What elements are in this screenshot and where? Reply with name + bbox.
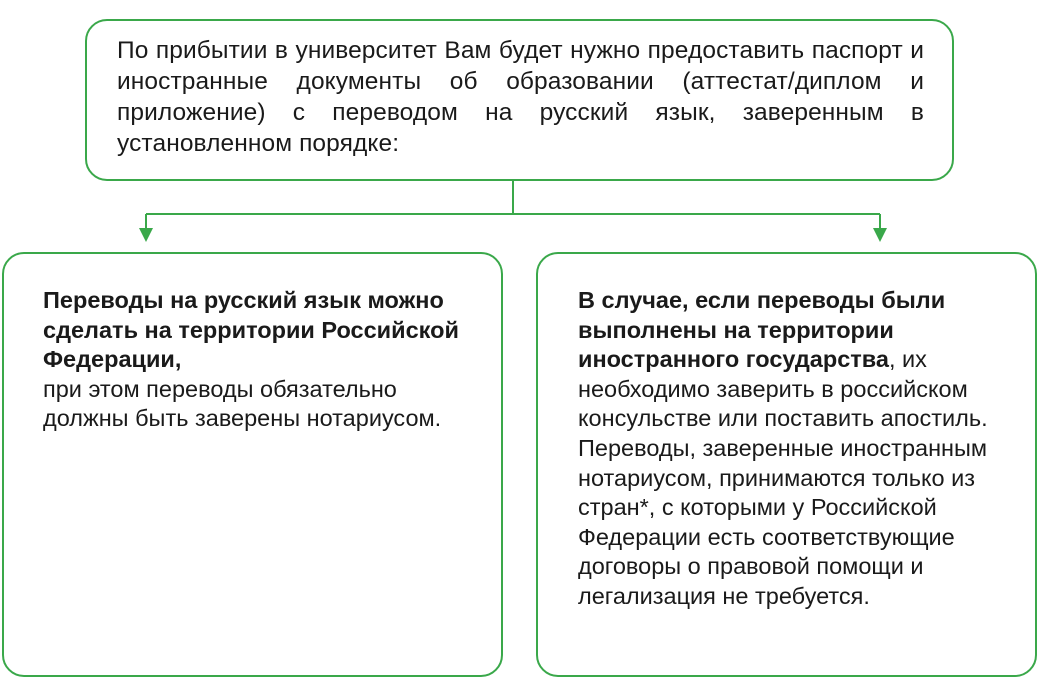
russia-translation-text (43, 286, 481, 434)
russia-translation-regular: при этом переводы обязательно должны быть заверены нотариусом. (43, 375, 442, 432)
intro-text: По прибытии в университет Вам будет нужно предоставить паспорт и иностранные документы об образовании (аттестат/диплом и приложение) с переводом на русский язык, заверенным в установленном порядке: (117, 37, 924, 157)
russia-translation-box (2, 252, 503, 677)
foreign-translation-text (578, 286, 1019, 612)
intro-box (85, 19, 954, 181)
russia-translation-bold: Переводы на русский язык можно сделать на территории Российской Федерации, (43, 287, 459, 373)
foreign-translation-regular: , их необходимо заверить в российском консульстве или поставить апостиль. Переводы, заверенные иностранным нотариусом, принимаются только из стран*, с которыми у Российской Федерации есть соответствующие договоры о правовой помощи и легализация не требуется. (578, 346, 988, 609)
arrow-right-head (873, 228, 887, 242)
foreign-translation-bold: В случае, если переводы были выполнены на территории иностранного государства (578, 287, 946, 373)
foreign-translation-box (536, 252, 1037, 677)
arrow-left-head (139, 228, 153, 242)
